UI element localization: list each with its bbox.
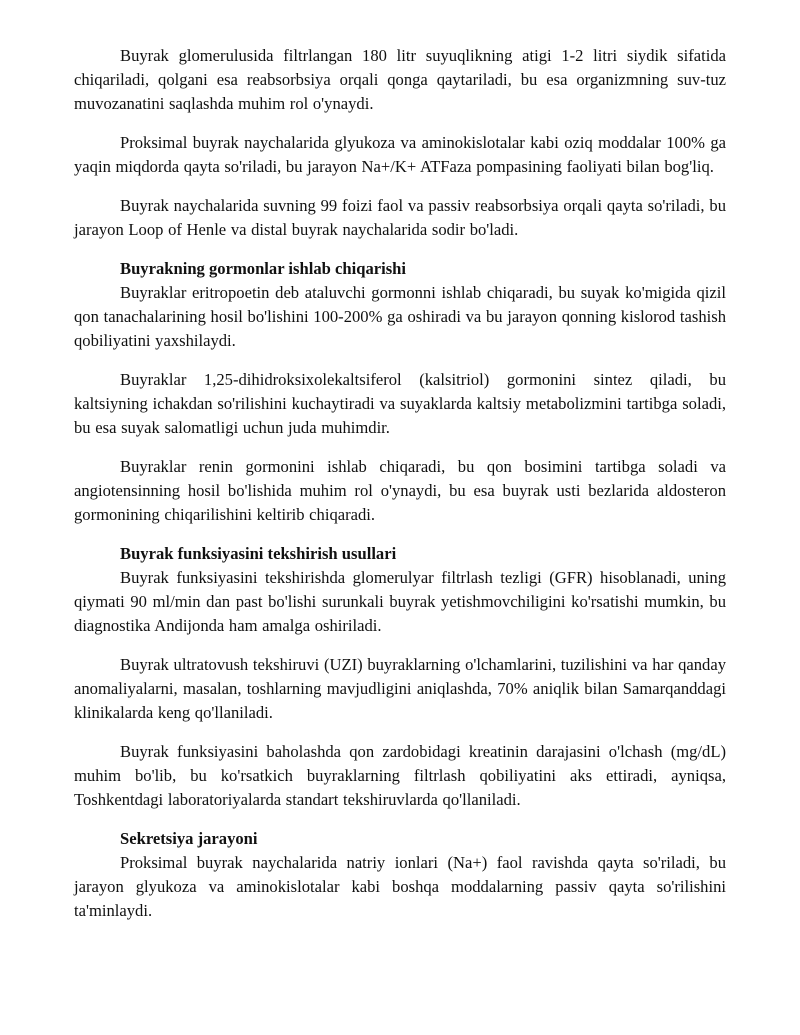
section-heading: Buyrakning gormonlar ishlab chiqarishi <box>120 259 407 278</box>
section-secretion <box>74 827 726 923</box>
document-page <box>74 44 726 938</box>
paragraph: Buyrak glomerulusida filtrlangan 180 litr suyuqlikning atigi 1-2 litri siydik sifatida chiqariladi, qolgani esa reabsorbsiya orqali qonga qaytariladi, bu esa organizmning suv-tuz muvozanatini saqlashda muhim rol o'ynaydi. <box>74 46 726 113</box>
section-heading: Buyrak funksiyasini tekshirish usullari <box>120 544 397 563</box>
section-heading: Sekretsiya jarayoni <box>120 829 258 848</box>
paragraph: Proksimal buyrak naychalarida glyukoza va aminokislotalar kabi oziq moddalar 100% ga yaqin miqdorda qayta so'riladi, bu jarayon Na+/K+ ATFaza pompasining faoliyati bilan bog'liq. <box>74 133 726 176</box>
section-hormones <box>74 257 726 527</box>
paragraph: Proksimal buyrak naychalarida natriy ionlari (Na+) faol ravishda qayta so'riladi, bu jarayon glyukoza va aminokislotalar kabi boshqa moddalarning passiv qayta so'rilishini ta'minlaydi. <box>74 853 726 920</box>
paragraph: Buyraklar eritropoetin deb ataluvchi gormonni ishlab chiqaradi, bu suyak ko'migida qizil qon tanachalarining hosil bo'lishini 100-200% ga oshiradi va bu jarayon qonning kislorod tashish qobiliyatini yaxshilaydi. <box>74 283 726 350</box>
section-examination-methods <box>74 542 726 812</box>
paragraph: Buyraklar renin gormonini ishlab chiqaradi, bu qon bosimini tartibga soladi va angiotensinning hosil bo'lishida muhim rol o'ynaydi, bu esa buyrak usti bezlarida aldosteron gormonining chiqarilishini keltirib chiqaradi. <box>74 457 726 524</box>
paragraph: Buyrak funksiyasini tekshirishda glomerulyar filtrlash tezligi (GFR) hisoblanadi, uning qiymati 90 ml/min dan past bo'lishi surunkali buyrak yetishmovchiligini ko'rsatishi mumkin, bu diagnostika Andijonda ham amalga oshiriladi. <box>74 568 726 635</box>
paragraph: Buyraklar 1,25-dihidroksixolekaltsiferol (kalsitriol) gormonini sintez qiladi, bu kaltsiyning ichakdan so'rilishini kuchaytiradi va suyaklarda kaltsiy metabolizmini tartibga soladi, bu esa suyak salomatligi uchun juda muhimdir. <box>74 370 726 437</box>
paragraph: Buyrak ultratovush tekshiruvi (UZI) buyraklarning o'lchamlarini, tuzilishini va har qanday anomaliyalarni, masalan, toshlarning mavjudligini aniqlashda, 70% aniqlik bilan Samarqanddagi klinikalarda keng qo'llaniladi. <box>74 655 726 722</box>
paragraph: Buyrak funksiyasini baholashda qon zardobidagi kreatinin darajasini o'lchash (mg/dL) muhim bo'lib, bu ko'rsatkich buyraklarning filtrlash qobiliyatini aks ettiradi, ayniqsa, Toshkentdagi laboratoriyalarda standart tekshiruvlarda qo'llaniladi. <box>74 742 726 809</box>
paragraph: Buyrak naychalarida suvning 99 foizi faol va passiv reabsorbsiya orqali qayta so'riladi, bu jarayon Loop of Henle va distal buyrak naychalarida sodir bo'ladi. <box>74 196 726 239</box>
